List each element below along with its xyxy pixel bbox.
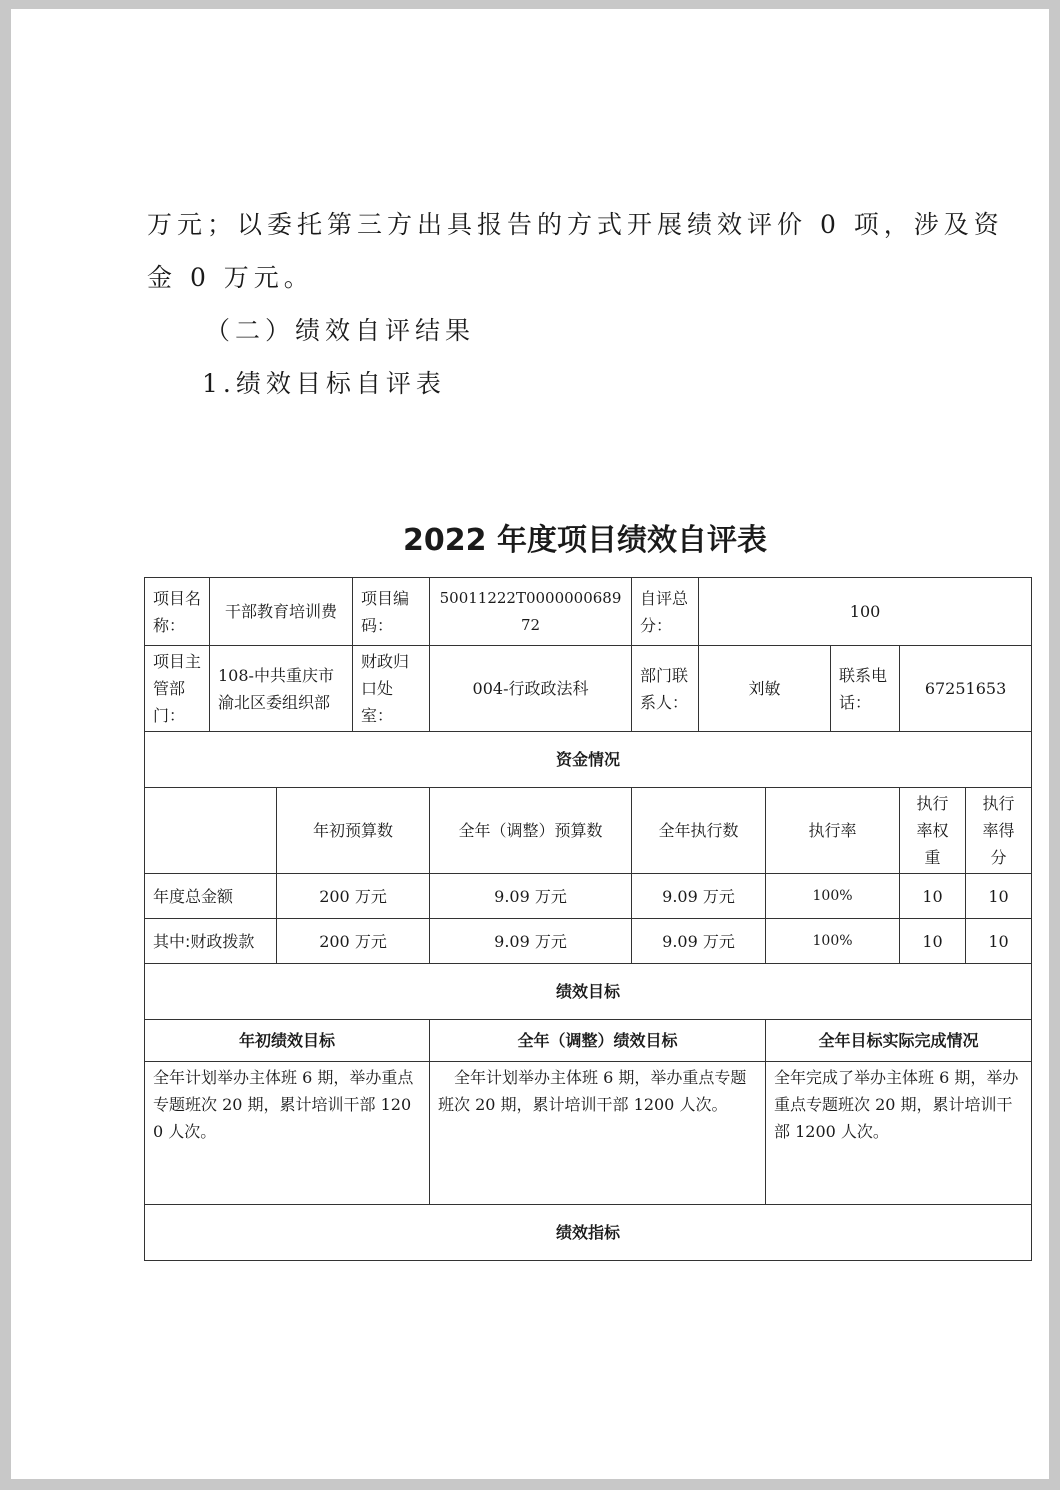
funds-weight: 10	[900, 919, 966, 964]
funds-header-score: 执行率得分	[966, 788, 1032, 874]
funds-weight: 10	[900, 874, 966, 919]
funds-executed: 9.09 万元	[632, 919, 766, 964]
dept-value: 108-中共重庆市渝北区委组织部	[210, 646, 353, 732]
funds-header-initial: 年初预算数	[277, 788, 430, 874]
goals-header-row	[145, 1020, 1032, 1062]
finance-value: 004-行政政法科	[430, 646, 632, 732]
goal-initial-text: 全年计划举办主体班 6 期，举办重点专题班次 20 期，累计培训干部 1200 人次。	[145, 1062, 430, 1205]
project-code-label: 项目编码：	[353, 578, 430, 646]
indicators-section-title: 绩效指标	[145, 1205, 1032, 1261]
phone-label: 联系电话：	[831, 646, 900, 732]
score-value: 100	[699, 578, 1032, 646]
goal-adjusted-text: 全年计划举办主体班 6 期，举办重点专题班次 20 期，累计培训干部 1200 人次。	[430, 1062, 766, 1205]
evaluation-table	[144, 577, 1032, 1261]
basic-info-row-2	[145, 646, 1032, 732]
intro-line-1: 万元；以委托第三方出具报告的方式开展绩效评价 0 项，涉及资	[147, 210, 1004, 239]
funds-row-fiscal	[145, 919, 1032, 964]
goals-header-adjusted: 全年（调整）绩效目标	[430, 1020, 766, 1062]
funds-row-label: 年度总金额	[145, 874, 277, 919]
funds-initial: 200 万元	[277, 874, 430, 919]
funds-rate: 100%	[766, 874, 900, 919]
funds-row-label: 其中:财政拨款	[145, 919, 277, 964]
funds-section-title: 资金情况	[145, 732, 1032, 788]
table-title: 2022 年度项目绩效自评表	[403, 523, 767, 558]
basic-info-row-1	[145, 578, 1032, 646]
funds-header-rate: 执行率	[766, 788, 900, 874]
goal-actual-text: 全年完成了举办主体班 6 期，举办重点专题班次 20 期，累计培训干部 1200 人次。	[766, 1062, 1032, 1205]
subsection-heading: 1.绩效目标自评表	[202, 369, 446, 398]
contact-label: 部门联系人：	[632, 646, 699, 732]
project-code-value: 50011222T000000068972	[430, 578, 632, 646]
goals-section-title: 绩效目标	[145, 964, 1032, 1020]
funds-adjusted: 9.09 万元	[430, 919, 632, 964]
score-label: 自评总分：	[632, 578, 699, 646]
funds-score: 10	[966, 919, 1032, 964]
funds-header-adjusted: 全年（调整）预算数	[430, 788, 632, 874]
goals-header-initial: 年初绩效目标	[145, 1020, 430, 1062]
funds-header-weight: 执行率权重	[900, 788, 966, 874]
indicators-section-row	[145, 1205, 1032, 1261]
goals-header-actual: 全年目标实际完成情况	[766, 1020, 1032, 1062]
funds-adjusted: 9.09 万元	[430, 874, 632, 919]
finance-label: 财政归口处室：	[353, 646, 430, 732]
goals-values-row	[145, 1062, 1032, 1205]
funds-header-blank	[145, 788, 277, 874]
funds-executed: 9.09 万元	[632, 874, 766, 919]
dept-label: 项目主管部门：	[145, 646, 210, 732]
funds-rate: 100%	[766, 919, 900, 964]
funds-score: 10	[966, 874, 1032, 919]
project-name-value: 干部教育培训费	[210, 578, 353, 646]
goals-section-row	[145, 964, 1032, 1020]
phone-value: 67251653	[900, 646, 1032, 732]
funds-initial: 200 万元	[277, 919, 430, 964]
intro-line-2: 金 0 万元。	[147, 263, 314, 292]
contact-value: 刘敏	[699, 646, 831, 732]
funds-header-row	[145, 788, 1032, 874]
section-heading: （二）绩效自评结果	[205, 316, 476, 345]
project-name-label: 项目名称：	[145, 578, 210, 646]
funds-row-total	[145, 874, 1032, 919]
funds-section-row	[145, 732, 1032, 788]
funds-header-executed: 全年执行数	[632, 788, 766, 874]
